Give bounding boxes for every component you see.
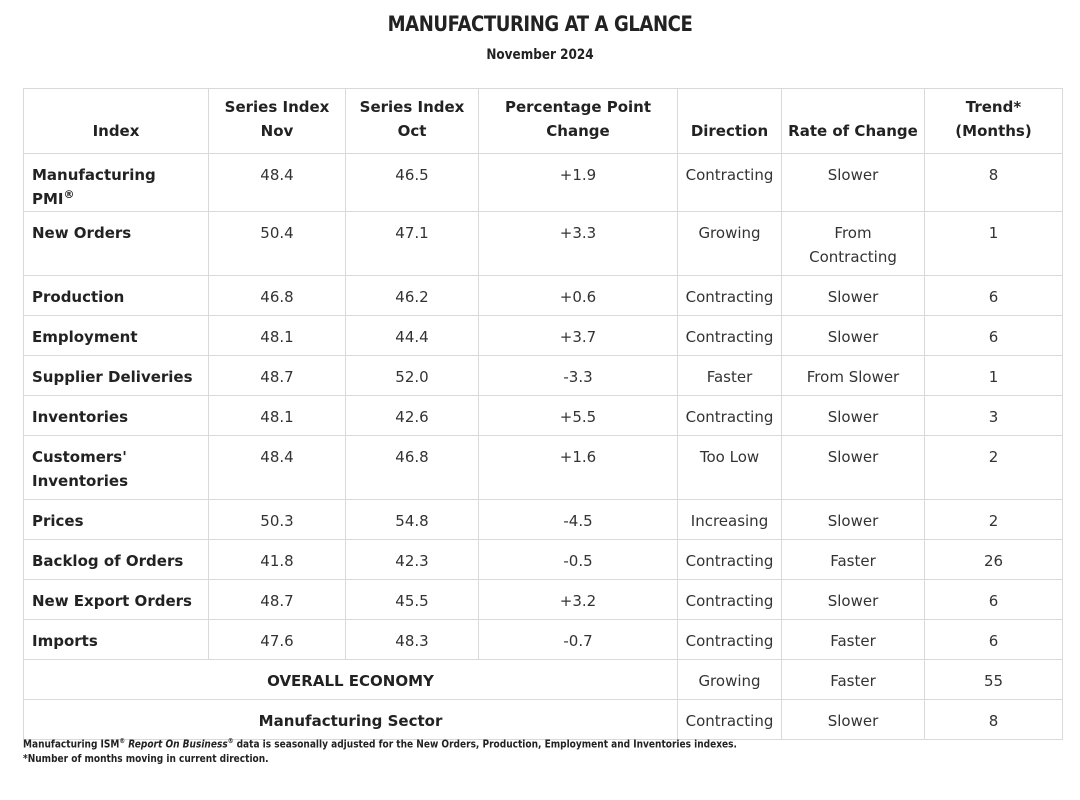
row-direction: Contracting	[678, 316, 782, 356]
row-oct-value: 52.0	[346, 356, 479, 396]
row-index-name: Employment	[24, 316, 209, 356]
row-rate: From Contracting	[782, 212, 925, 276]
row-nov-value: 48.7	[209, 356, 346, 396]
row-change-value: -3.3	[479, 356, 678, 396]
row-change-value: +1.9	[479, 154, 678, 212]
row-oct-value: 48.3	[346, 620, 479, 660]
row-rate: Slower	[782, 276, 925, 316]
row-change-value: +3.2	[479, 580, 678, 620]
row-trend: 6	[925, 580, 1063, 620]
row-direction: Contracting	[678, 276, 782, 316]
footnote	[23, 734, 737, 766]
table-row	[24, 620, 1063, 660]
table-row	[24, 356, 1063, 396]
row-direction: Contracting	[678, 620, 782, 660]
row-nov-value: 48.4	[209, 436, 346, 500]
row-index-name: Backlog of Orders	[24, 540, 209, 580]
row-change-value: +3.3	[479, 212, 678, 276]
row-rate: Slower	[782, 436, 925, 500]
column-header-change: Percentage Point Change	[479, 89, 678, 154]
summary-row-overall-economy	[24, 660, 1063, 700]
row-rate: Slower	[782, 700, 925, 740]
row-oct-value: 47.1	[346, 212, 479, 276]
footnote-line-2: *Number of months moving in current direction.	[23, 751, 269, 765]
row-nov-value: 50.3	[209, 500, 346, 540]
row-rate: Slower	[782, 396, 925, 436]
row-rate: Faster	[782, 620, 925, 660]
table-row	[24, 540, 1063, 580]
row-trend: 2	[925, 500, 1063, 540]
row-direction: Contracting	[678, 154, 782, 212]
row-index-name: Imports	[24, 620, 209, 660]
row-nov-value: 48.7	[209, 580, 346, 620]
row-rate: Slower	[782, 316, 925, 356]
row-nov-value: 50.4	[209, 212, 346, 276]
row-index-name: Customers' Inventories	[24, 436, 209, 500]
row-nov-value: 48.1	[209, 316, 346, 356]
row-oct-value: 46.5	[346, 154, 479, 212]
row-index-name: Manufacturing PMI®	[24, 154, 209, 212]
row-oct-value: 54.8	[346, 500, 479, 540]
row-index-name: Prices	[24, 500, 209, 540]
row-direction: Increasing	[678, 500, 782, 540]
row-rate: Slower	[782, 580, 925, 620]
row-direction: Contracting	[678, 540, 782, 580]
row-rate: Slower	[782, 500, 925, 540]
table-header-row	[24, 89, 1063, 154]
row-rate: Faster	[782, 660, 925, 700]
column-header-oct: Series Index Oct	[346, 89, 479, 154]
row-change-value: +0.6	[479, 276, 678, 316]
row-change-value: -0.5	[479, 540, 678, 580]
row-trend: 6	[925, 316, 1063, 356]
table-row	[24, 500, 1063, 540]
row-index-name: New Orders	[24, 212, 209, 276]
row-trend: 1	[925, 356, 1063, 396]
row-trend: 55	[925, 660, 1063, 700]
row-direction: Contracting	[678, 396, 782, 436]
row-direction: Contracting	[678, 700, 782, 740]
table-row	[24, 154, 1063, 212]
row-oct-value: 46.2	[346, 276, 479, 316]
row-oct-value: 45.5	[346, 580, 479, 620]
row-index-name: New Export Orders	[24, 580, 209, 620]
row-direction: Growing	[678, 212, 782, 276]
column-header-direction: Direction	[678, 89, 782, 154]
footnote-line-1: Manufacturing ISM® Report On Business® data is seasonally adjusted for the New Orders, Production, Employment and Inventories indexes.	[23, 737, 737, 751]
row-rate: From Slower	[782, 356, 925, 396]
row-nov-value: 41.8	[209, 540, 346, 580]
page-title: MANUFACTURING AT A GLANCE	[387, 12, 693, 36]
row-direction: Faster	[678, 356, 782, 396]
row-oct-value: 42.3	[346, 540, 479, 580]
column-header-index: Index	[24, 89, 209, 154]
row-change-value: -4.5	[479, 500, 678, 540]
column-header-trend: Trend* (Months)	[925, 89, 1063, 154]
table-row	[24, 436, 1063, 500]
table-row	[24, 580, 1063, 620]
row-trend: 8	[925, 154, 1063, 212]
table-row	[24, 396, 1063, 436]
summary-label: OVERALL ECONOMY	[24, 660, 678, 700]
row-nov-value: 47.6	[209, 620, 346, 660]
row-nov-value: 46.8	[209, 276, 346, 316]
row-direction: Growing	[678, 660, 782, 700]
row-oct-value: 42.6	[346, 396, 479, 436]
row-direction: Contracting	[678, 580, 782, 620]
row-change-value: +1.6	[479, 436, 678, 500]
row-index-name: Production	[24, 276, 209, 316]
table-row	[24, 316, 1063, 356]
row-direction: Too Low	[678, 436, 782, 500]
row-nov-value: 48.4	[209, 154, 346, 212]
table-row	[24, 276, 1063, 316]
row-trend: 6	[925, 620, 1063, 660]
row-nov-value: 48.1	[209, 396, 346, 436]
row-rate: Slower	[782, 154, 925, 212]
table-row	[24, 212, 1063, 276]
row-trend: 8	[925, 700, 1063, 740]
manufacturing-table	[23, 88, 1063, 740]
row-trend: 1	[925, 212, 1063, 276]
summary-label: Manufacturing Sector	[24, 700, 678, 740]
page-subtitle: November 2024	[486, 47, 594, 63]
row-change-value: -0.7	[479, 620, 678, 660]
row-change-value: +3.7	[479, 316, 678, 356]
row-rate: Faster	[782, 540, 925, 580]
column-header-nov: Series Index Nov	[209, 89, 346, 154]
column-header-rate: Rate of Change	[782, 89, 925, 154]
row-oct-value: 44.4	[346, 316, 479, 356]
row-trend: 3	[925, 396, 1063, 436]
row-trend: 2	[925, 436, 1063, 500]
row-trend: 6	[925, 276, 1063, 316]
row-change-value: +5.5	[479, 396, 678, 436]
row-trend: 26	[925, 540, 1063, 580]
row-index-name: Supplier Deliveries	[24, 356, 209, 396]
row-oct-value: 46.8	[346, 436, 479, 500]
row-index-name: Inventories	[24, 396, 209, 436]
